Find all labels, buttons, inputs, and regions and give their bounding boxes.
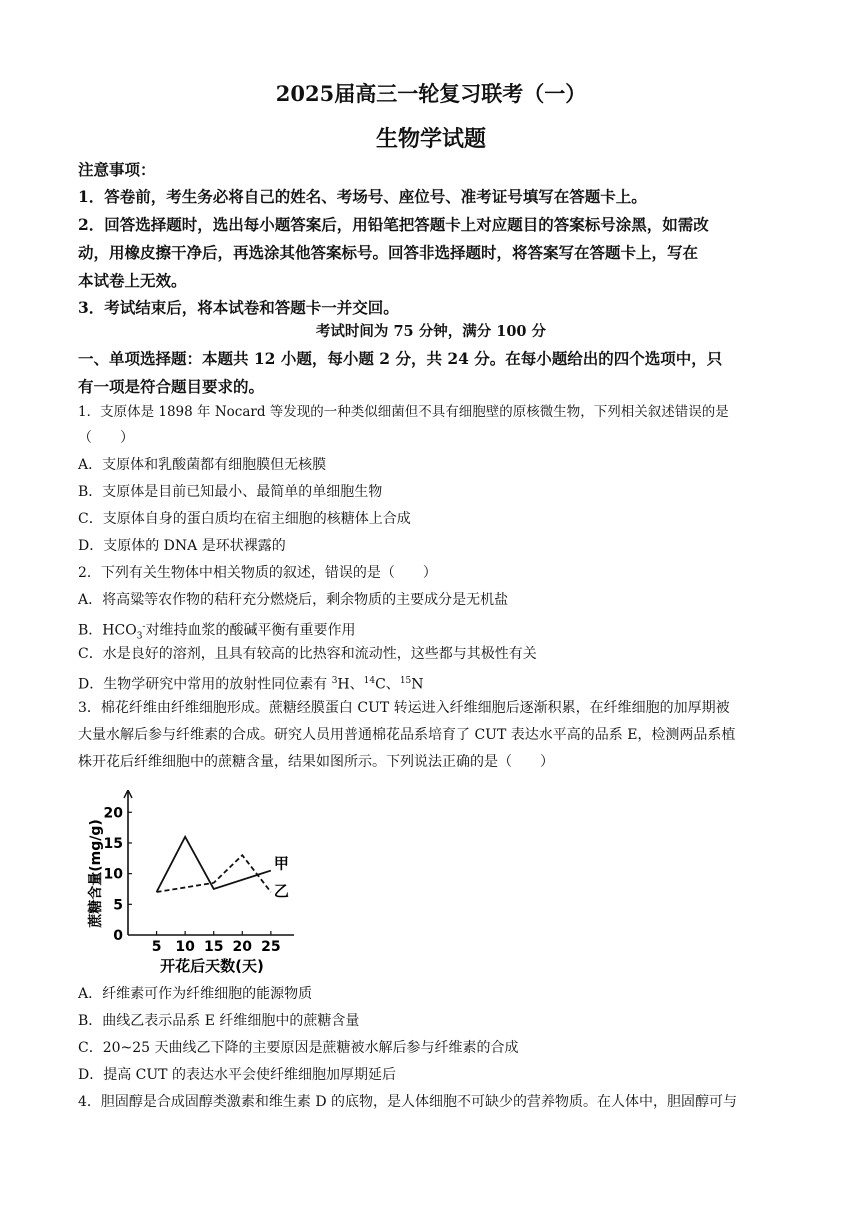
q3-stem-1: 3．棉花纤维由纤维细胞形成。蔗糖经膜蛋白 CUT 转运进入纤维细胞后逐渐积累，在纤维细胞的加厚期被 <box>78 700 730 716</box>
y-tick-label: 5 <box>113 897 123 914</box>
q1-stem-2: （ ） <box>78 430 134 446</box>
q3-option-d: D．提高 CUT 的表达水平会使纤维细胞加厚期延后 <box>78 1067 396 1083</box>
q3-option-a: A．纤维素可作为纤维细胞的能源物质 <box>78 986 313 1002</box>
exam-title: 2025届高三一轮复习联考（一） <box>275 81 587 106</box>
q2-d-el1: H、 <box>337 676 364 693</box>
x-tick-label: 15 <box>203 939 224 955</box>
notice-item-1: 1．答卷前，考生务必将自己的姓名、考场号、座位号、准考证号填写在答题卡上。 <box>78 187 647 206</box>
section1-line2: 有一项是符合题目要求的。 <box>78 377 265 396</box>
q1-option-a: A．支原体和乳酸菌都有细胞膜但无核膜 <box>78 457 327 473</box>
exam-subtitle: 生物学试题 <box>375 126 486 152</box>
y-tick-label: 20 <box>103 805 123 822</box>
sucrose-chart <box>78 790 338 980</box>
x-tick-label: 25 <box>261 939 281 955</box>
q1-option-c: C．支原体自身的蛋白质均在宿主细胞的核糖体上合成 <box>78 511 411 527</box>
q2-d-sup3: 15 <box>399 676 412 686</box>
q2-b-sup: - <box>142 622 146 632</box>
notice-item-2b: 动，用橡皮擦干净后，再选涂其他答案标号。回答非选择题时，将答案写在答题卡上，写在 <box>78 243 699 262</box>
q1-option-b: B．支原体是目前已知最小、最简单的单细胞生物 <box>78 484 383 500</box>
q3-stem-3: 株开花后纤维细胞中的蔗糖含量，结果如图所示。下列说法正确的是（ ） <box>78 754 554 770</box>
q1-option-d: D．支原体的 DNA 是环状裸露的 <box>78 538 286 554</box>
notice-heading: 注意事项： <box>78 160 156 179</box>
q2-b-post: 对维持血浆的酸碱平衡有重要作用 <box>145 622 356 639</box>
q1-stem-1: 1．支原体是 1898 年 Nocard 等发现的一种类似细菌但不具有细胞壁的原核微生物，下列相关叙述错误的是 <box>78 404 729 420</box>
x-tick-label: 10 <box>175 939 195 955</box>
section1-line1: 一、单项选择题：本题共 12 小题，每小题 2 分，共 24 分。在每小题给出的四个选项中，只 <box>78 349 723 368</box>
series-label-2: 乙 <box>273 882 289 901</box>
q2-d-el3: N <box>411 676 424 693</box>
y-tick-label: 15 <box>103 835 123 852</box>
series-line-1 <box>157 837 271 892</box>
y-tick-label: 10 <box>103 866 123 883</box>
q2-option-c: C．水是良好的溶剂，且具有较高的比热容和流动性，这些都与其极性有关 <box>78 646 537 662</box>
q3-option-b: B．曲线乙表示品系 E 纤维细胞中的蔗糖含量 <box>78 1013 360 1029</box>
q2-d-el2: C、 <box>375 676 400 693</box>
y-tick-label: 0 <box>113 928 123 944</box>
q3-stem-2: 大量水解后参与纤维素的合成。研究人员用普通棉花品系培育了 CUT 表达水平高的品系 E，检测两品系植 <box>78 727 736 743</box>
y-axis-label: 蔗糖含量(mg/g) <box>88 819 104 928</box>
q2-d-sup1: 3 <box>331 676 338 686</box>
x-tick-label: 20 <box>232 939 253 955</box>
q2-b-sub: 3 <box>136 631 143 642</box>
exam-time: 考试时间为 75 分钟，满分 100 分 <box>315 323 547 340</box>
notice-item-3: 3．考试结束后，将本试卷和答题卡一并交回。 <box>78 298 399 317</box>
q2-d-pre: D．生物学研究中常用的放射性同位素有 <box>78 676 332 693</box>
q2-b-pre: B．HCO <box>78 622 137 639</box>
notice-item-2a: 2．回答选择题时，选出每小题答案后，用铅笔把答题卡上对应题目的答案标号涂黑，如需改 <box>78 215 709 234</box>
q2-option-a: A．将高粱等农作物的秸秆充分燃烧后，剩余物质的主要成分是无机盐 <box>78 592 509 608</box>
q3-option-c: C．20~25 天曲线乙下降的主要原因是蔗糖被水解后参与纤维素的合成 <box>78 1040 519 1056</box>
x-axis-label: 开花后天数(天) <box>160 957 264 975</box>
x-tick-label: 5 <box>151 939 162 955</box>
series-label-1: 甲 <box>273 854 289 873</box>
q2-d-sup2: 14 <box>363 676 376 686</box>
notice-item-2c: 本试卷上无效。 <box>78 271 187 290</box>
q2-stem: 2．下列有关生物体中相关物质的叙述，错误的是（ ） <box>78 565 437 581</box>
q4-stem-1: 4．胆固醇是合成固醇类激素和维生素 D 的底物，是人体细胞不可缺少的营养物质。在人体中，胆固醇可与 <box>78 1094 738 1110</box>
